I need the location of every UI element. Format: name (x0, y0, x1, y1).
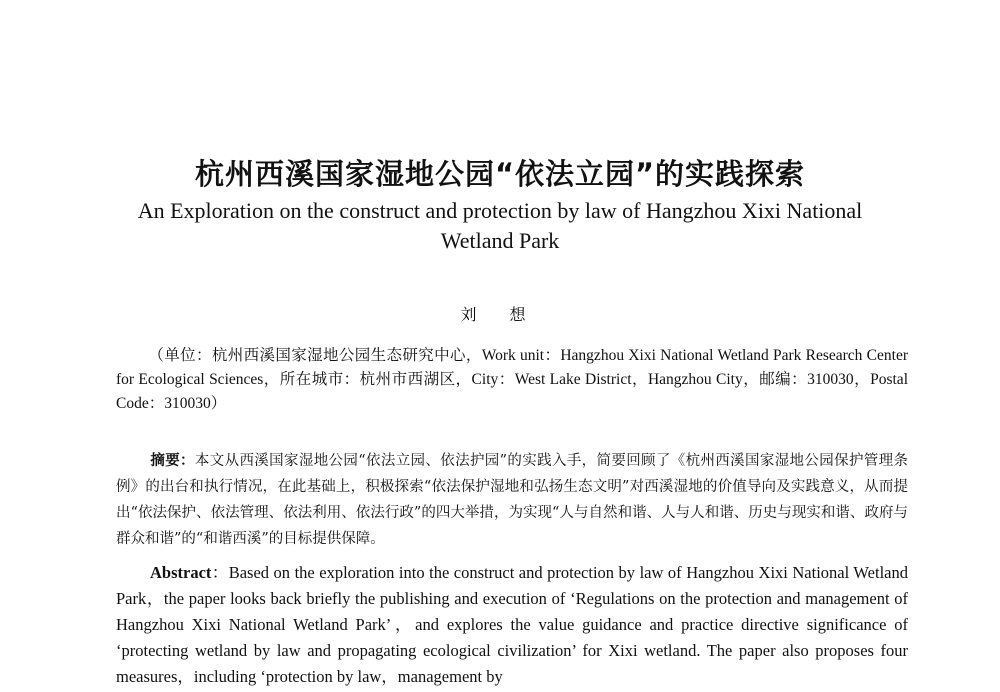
affiliation-text: （单位：杭州西溪国家湿地公园生态研究中心，Work unit：Hangzhou Xixi National Wetland Park Research Center for Ecological Sciences，所在城市：杭州市西湖区，City：West Lake District，Hangzhou City，邮编：310030，Postal Code：310030） (116, 347, 908, 412)
abstract-english-text: ：Based on the exploration into the construct and protection by law of Hangzhou Xixi National Wetland Park，the paper looks back briefly the publishing and execution of ‘Regulations on the protection and management of Hangzhou Xixi National Wetland Park’，and explores the value guidance and practice directive significance of ‘protecting wetland by law and propagating ecological civilization’ for Xixi wetland. The paper also proposes four measures，including ‘protection by law，management by (116, 563, 908, 686)
paper-title-chinese: 杭州西溪国家湿地公园“依法立园”的实践探索 (194, 157, 806, 191)
abstract-chinese (116, 448, 908, 552)
abstract-english (116, 560, 908, 690)
abstract-chinese-label: 摘要： (150, 452, 195, 469)
abstract-english-label: Abstract (150, 563, 212, 582)
paper-title-english: An Exploration on the construct and protection by law of Hangzhou Xixi National Wetland Park (137, 198, 863, 253)
affiliation-block (116, 344, 908, 416)
abstract-chinese-text: 本文从西溪国家湿地公园“依法立园、依法护园”的实践入手，简要回顾了《杭州西溪国家湿地公园保护管理条例》的出台和执行情况，在此基础上，积极探索“依法保护湿地和弘扬生态文明”对西溪湿地的价值导向及实践意义，从而提出“依法保护、依法管理、依法利用、依法行政”的四大举措，为实现“人与自然和谐、人与人和谐、历史与现实和谐、政府与群众和谐”的“和谐西溪”的目标提供保障。 (116, 453, 909, 547)
author-name: 刘 想 (460, 305, 540, 324)
